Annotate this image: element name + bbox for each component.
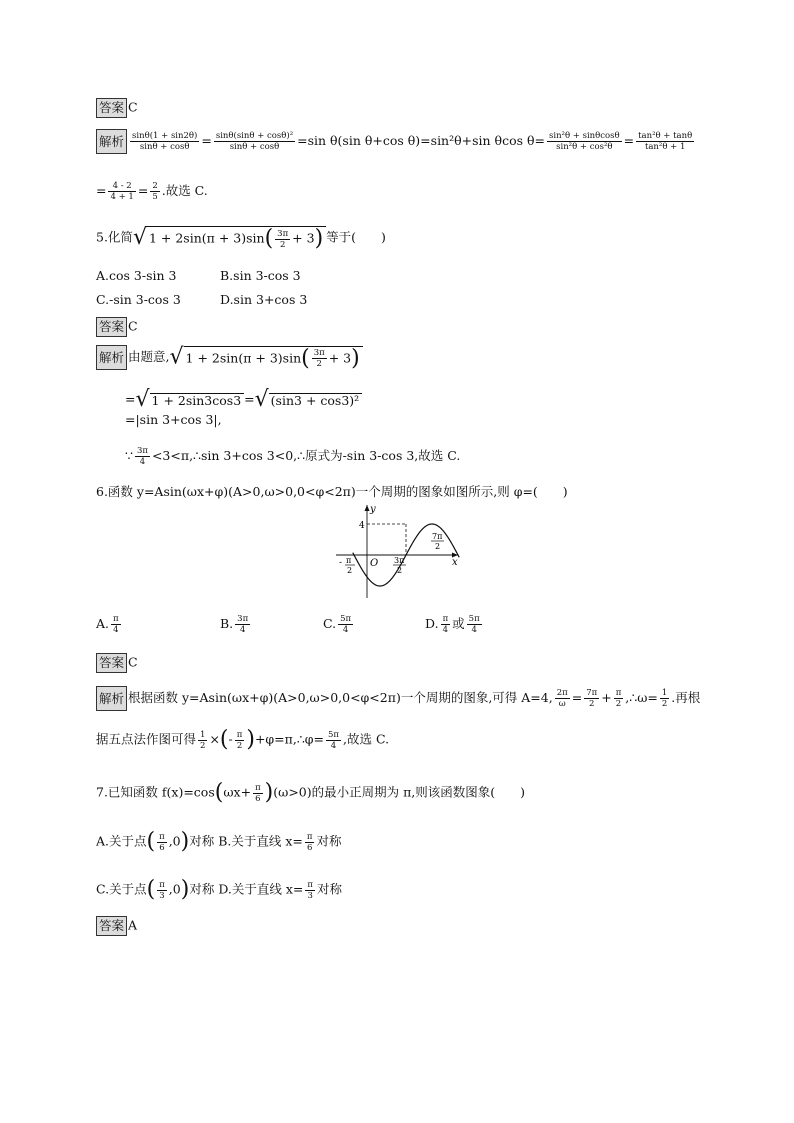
q7-stem: 7.已知函数 f(x)=cos(ωx+ $\frac{\pi}{6}$ )(ω>0)的最小正周期为 π,则该函数图象( ) [96,780,526,805]
answer-tag: 答案 [96,317,127,337]
q7-options-ab: A.关于点( $\frac{\pi}{6}$ ,0)对称 B.关于直线 x= $\frac{\pi}{6}$ 对称 [96,829,342,854]
q4-frac-1: $\frac{\sin\theta(1 + \sin 2\theta)}{\sin\theta + \cos\theta}$ [132,131,198,152]
q4-eq: = [201,133,212,148]
q6-option-d: D. $\frac{\pi}{4}$ 或 $\frac{5\pi}{4}$ [425,614,480,635]
q6-analysis-line-2: 据五点法作图可得 $\frac{1}{2}$ ×(- $\frac{\pi}{2}$ )+φ=π,∴φ= $\frac{5\pi}{4}$ ,故选 C. [96,727,390,752]
q4-analysis-line-1 [96,129,696,154]
q4-frac-6: $\frac{2}{5}$ [152,181,158,202]
q4-conclusion: .故选 C. [161,183,208,198]
analysis-tag: 解析 [96,129,127,154]
q6-answer-line [96,653,138,673]
q4-line2-eq: = [96,183,107,198]
q4-mid-expr: =sin θ(sin θ+cos θ)=sin²θ+sin θcos θ= [297,133,545,148]
q5-root: 1 + 2sin(π + 3)sin( $\frac{3\pi}{2}$ + 3) [147,226,326,250]
q7-answer-line [96,916,137,936]
q5-stem-post: 等于( ) [326,229,386,245]
q6-option-b: B. $\frac{3\pi}{4}$ [220,614,249,635]
q5-analysis-line-2 [125,389,362,411]
q5-option-a: A.cos 3-sin 3 [96,268,177,283]
analysis-tag: 解析 [96,686,127,711]
q4-answer-value: C [128,99,138,115]
q5-answer-value: C [128,318,138,334]
q5-option-d: D.sin 3+cos 3 [220,292,308,307]
q7-option-a: A.关于点 [96,833,147,849]
sqrt-sign: √ [135,387,150,412]
q5-a4-frac: $\frac{3\pi}{4}$ [136,446,148,467]
q6-option-c: C. $\frac{5\pi}{4}$ [323,614,352,635]
q5-stem-pre: 5.化简 [96,229,133,245]
sqrt-sign: √ [169,344,184,370]
q5-analysis-root: 1 + 2sin(π + 3)sin( $\frac{3\pi}{2}$ + 3) [184,346,363,370]
q4-answer-line [96,98,138,118]
q5-analysis-line-1 [96,345,363,370]
q4-frac-5: $\frac{4 - 2}{4 + 1}$ [110,181,134,202]
analysis-tag: 解析 [96,345,127,370]
three-half-pi-den: 2 [397,566,403,575]
sqrt-sign: √ [254,387,269,412]
q4-frac-4: $\frac{\text{tan²θ + tanθ}}{\text{tan²θ + 1}}$ [638,131,693,152]
seven-half-pi-num: 7π [432,532,443,541]
neg-sign: - [339,558,343,568]
origin-label: O [370,558,379,569]
q6-answer-value: C [128,654,138,670]
q5-analysis-line-3: =|sin 3+cos 3|, [125,412,222,427]
y-axis-arrow [365,505,370,511]
q5-a2-root2: (sin3 + cos3)² [269,393,363,408]
q5-option-c: C.-sin 3-cos 3 [96,292,181,307]
q4-frac-2: $\frac{\text{sinθ(sinθ + cosθ)²}}{\sin\theta + \cos\theta}$ [215,131,294,152]
q6-analysis-line-1: 解析 根据函数 y=Asin(ωx+φ)(A>0,ω>0,0<φ<2π)一个周期的图象,可得 A=4, $\frac{2\pi}{\omega}$ = $\frac{7\pi}{2}$ + $\frac{\pi}{2}$ ,∴ω= $\frac{1}{2}$ .再根 [96,686,700,711]
q5-a4-post: <3<π,∴sin 3+cos 3<0,∴原式为-sin 3-cos 3,故选 C. [151,448,461,463]
three-half-pi-num: 3π [394,556,405,565]
neg-half-pi-den: 2 [347,566,353,575]
answer-tag: 答案 [96,653,127,673]
q5-a2-eq: = [125,391,136,407]
q7-option-d: D.关于直线 x= [218,881,304,897]
q7-option-b: B.关于直线 x= [218,833,303,849]
q5-stem [96,226,386,250]
q6-sine-graph [330,500,465,602]
q4-frac-3: $\frac{\text{sin²θ + sinθcosθ}}{\text{sin²θ + cos²θ}}$ [549,131,620,152]
q5-answer-line [96,317,138,337]
q7-answer-value: A [128,917,138,933]
y-tick-4: 4 [359,521,365,531]
q5-a2-eq2: = [244,391,255,407]
q6-option-a: A. $\frac{\pi}{4}$ [96,614,119,635]
q5-analysis-pre: 由题意, [128,349,170,364]
neg-half-pi-num: π [346,556,352,565]
answer-tag: 答案 [96,916,127,936]
q4-eq-2: = [623,133,635,148]
q4-analysis-line-2 [96,181,208,202]
q5-option-b: B.sin 3-cos 3 [220,268,301,283]
q4-line2-eq2: = [137,183,149,198]
q7-option-c: C.关于点 [96,881,147,897]
x-axis-label: x [452,557,458,568]
y-axis-label: y [370,504,376,515]
q5-a2-root1: 1 + 2sin3cos3 [150,393,245,408]
q5-analysis-line-4 [125,446,460,467]
answer-tag: 答案 [96,98,127,118]
q6-stem: 6.函数 y=Asin(ωx+φ)(A>0,ω>0,0<φ<2π)一个周期的图象如图所示,则 φ=( ) [96,484,568,499]
q7-options-cd: C.关于点( $\frac{\pi}{3}$ ,0)对称 D.关于直线 x= $\frac{\pi}{3}$ 对称 [96,877,342,902]
seven-half-pi-den: 2 [435,542,441,551]
sqrt-sign: √ [132,225,147,250]
because-sign: ∵ [125,448,133,463]
